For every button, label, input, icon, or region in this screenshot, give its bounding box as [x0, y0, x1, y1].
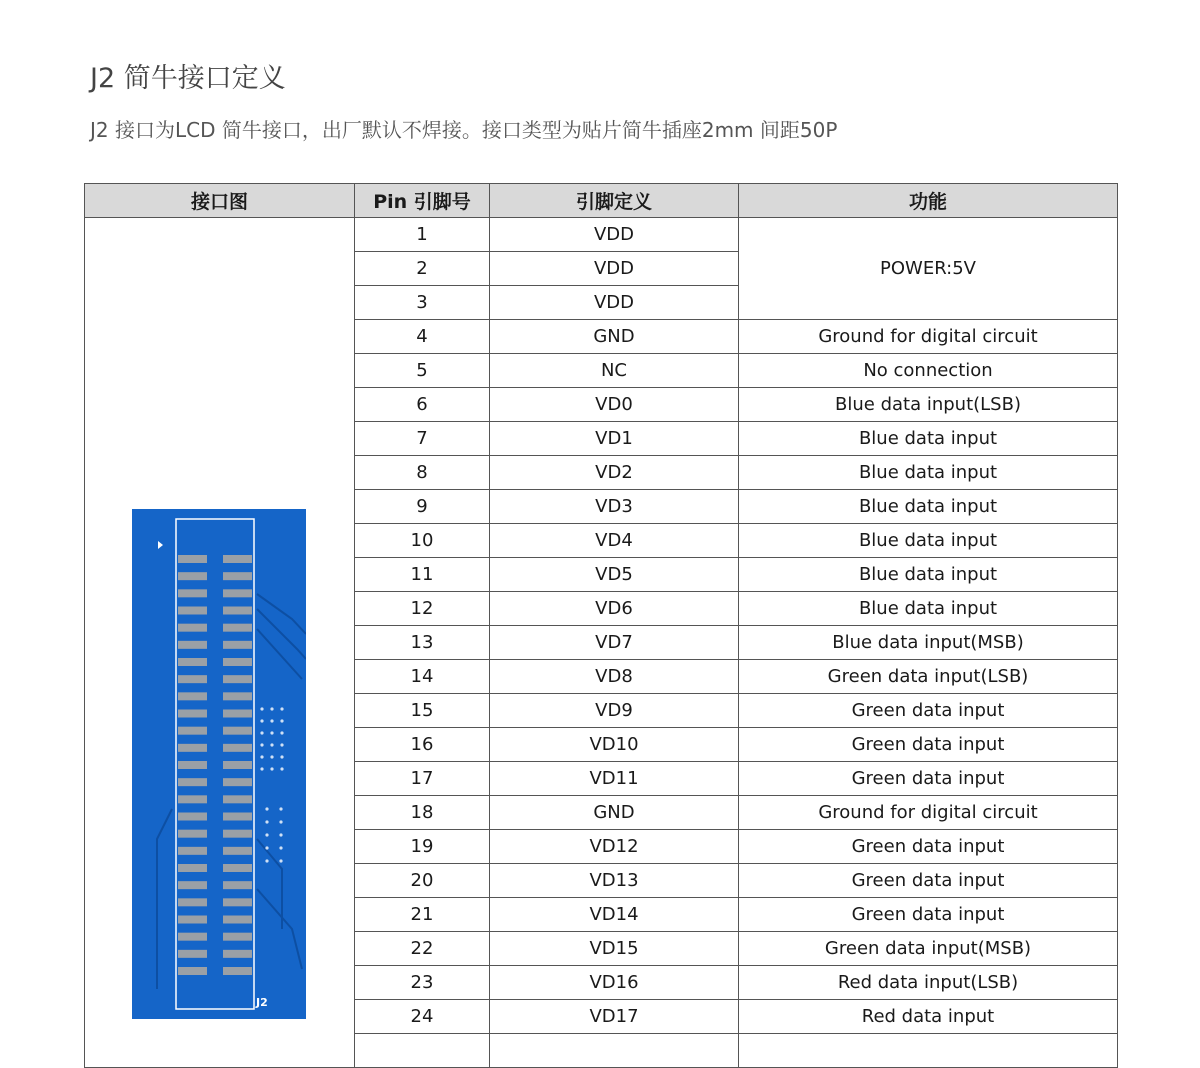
pcb-via — [265, 807, 268, 810]
pin-function-cell: Blue data input(MSB) — [739, 626, 1118, 660]
pin-function-cell: Blue data input — [739, 592, 1118, 626]
connector-pad — [178, 761, 207, 769]
pin-function-cell: Red data input(LSB) — [739, 966, 1118, 1000]
pin-definition-cell: GND — [490, 320, 739, 354]
connector-pad — [223, 555, 252, 563]
pin-number-cell: 6 — [355, 388, 490, 422]
pcb-via — [279, 833, 282, 836]
pcb-via — [280, 707, 283, 710]
connector-pad — [178, 675, 207, 683]
pcb-via — [270, 719, 273, 722]
connector-pad — [223, 641, 252, 649]
pin-number-cell: 10 — [355, 524, 490, 558]
pcb-via — [270, 755, 273, 758]
connector-pad — [223, 916, 252, 924]
pcb-via — [279, 859, 282, 862]
pcb-via — [265, 833, 268, 836]
pin-definition-cell: GND — [490, 796, 739, 830]
connector-pad — [178, 624, 207, 632]
connector-pad — [178, 744, 207, 752]
pin-function-cell: Green data input — [739, 694, 1118, 728]
connector-pad — [223, 950, 252, 958]
connector-pad — [223, 813, 252, 821]
pcb-via — [270, 743, 273, 746]
pcb-via — [260, 743, 263, 746]
connector-pad — [223, 744, 252, 752]
pcb-via — [265, 846, 268, 849]
pin-function-cell: Green data input — [739, 762, 1118, 796]
pin-number-cell: 5 — [355, 354, 490, 388]
pcb-via — [270, 731, 273, 734]
connector-pad — [223, 795, 252, 803]
connector-pad — [178, 950, 207, 958]
pin-number-cell: 19 — [355, 830, 490, 864]
pcb-via — [265, 859, 268, 862]
pin-function-cell: Blue data input(LSB) — [739, 388, 1118, 422]
pin-function-cell: Red data input — [739, 1000, 1118, 1034]
pin-function-cell: No connection — [739, 354, 1118, 388]
pin-number-cell: 24 — [355, 1000, 490, 1034]
pin-definition-table — [84, 183, 1118, 1068]
pin-function-cell: Green data input(MSB) — [739, 932, 1118, 966]
table-header-row — [85, 184, 1118, 218]
pcb-via — [270, 707, 273, 710]
pin-definition-cell: VD5 — [490, 558, 739, 592]
pin-number-cell: 16 — [355, 728, 490, 762]
pin-number-cell: 13 — [355, 626, 490, 660]
connector-pad — [223, 589, 252, 597]
pin-definition-cell: VD17 — [490, 1000, 739, 1034]
pin-definition-cell: VD10 — [490, 728, 739, 762]
pcb-via — [280, 767, 283, 770]
pcb-via — [260, 755, 263, 758]
pin-function-cell: Blue data input — [739, 490, 1118, 524]
connector-pad — [223, 607, 252, 615]
pin-definition-cell: VD14 — [490, 898, 739, 932]
pin-definition-cell: VD8 — [490, 660, 739, 694]
pin-definition-cell: VD4 — [490, 524, 739, 558]
pcb-via — [279, 807, 282, 810]
pin-number-cell: 4 — [355, 320, 490, 354]
connector-pad — [178, 795, 207, 803]
col-header-pin: Pin 引脚号 — [355, 184, 490, 218]
connector-pad — [178, 813, 207, 821]
connector-pad — [178, 727, 207, 735]
connector-pad — [223, 692, 252, 700]
connector-pad — [223, 572, 252, 580]
connector-pad — [223, 898, 252, 906]
connector-pad — [178, 847, 207, 855]
connector-pad — [178, 607, 207, 615]
pcb-via — [260, 719, 263, 722]
connector-diagram-cell — [85, 218, 355, 1068]
connector-pad — [178, 881, 207, 889]
pcb-via — [260, 731, 263, 734]
pcb-via — [279, 820, 282, 823]
pcb-via — [265, 820, 268, 823]
pin-definition-cell: VD13 — [490, 864, 739, 898]
pin-function-cell: Green data input — [739, 728, 1118, 762]
pcb-via — [260, 767, 263, 770]
pin-definition-cell: VD6 — [490, 592, 739, 626]
pcb-via — [260, 707, 263, 710]
page-title: J2 简牛接口定义 — [90, 63, 286, 94]
table-row — [85, 218, 1118, 252]
power-function-cell: POWER:5V — [739, 218, 1118, 320]
connector-pad — [223, 658, 252, 666]
connector-pad — [223, 830, 252, 838]
connector-pad — [223, 881, 252, 889]
connector-pad — [223, 624, 252, 632]
pin-number-cell: 14 — [355, 660, 490, 694]
pin-definition-cell: VD9 — [490, 694, 739, 728]
pin-definition-cell: VDD — [490, 286, 739, 320]
pin-definition-cell: VDD — [490, 218, 739, 252]
connector-pad — [178, 933, 207, 941]
pin-number-cell: 11 — [355, 558, 490, 592]
pin-function-cell: Green data input — [739, 898, 1118, 932]
connector-pad — [178, 778, 207, 786]
pin-function-cell: Blue data input — [739, 558, 1118, 592]
pin-number-cell: 21 — [355, 898, 490, 932]
pin-definition-cell: NC — [490, 354, 739, 388]
pin-definition-cell: VD11 — [490, 762, 739, 796]
connector-pad — [223, 778, 252, 786]
pin-number-cell: 1 — [355, 218, 490, 252]
pin-definition-cell: VD12 — [490, 830, 739, 864]
col-header-function: 功能 — [739, 184, 1118, 218]
pin-number-cell: 15 — [355, 694, 490, 728]
pin-definition-cell: VD1 — [490, 422, 739, 456]
pin-function-cell: Blue data input — [739, 456, 1118, 490]
pcb-via — [270, 767, 273, 770]
connector-pad — [178, 555, 207, 563]
connector-pad — [178, 864, 207, 872]
connector-pad — [178, 658, 207, 666]
connector-pad — [223, 864, 252, 872]
pcb-via — [279, 846, 282, 849]
col-header-definition: 引脚定义 — [490, 184, 739, 218]
pin-definition-cell: VD3 — [490, 490, 739, 524]
connector-pad — [178, 916, 207, 924]
connector-pad — [178, 589, 207, 597]
pin-definition-cell: VD7 — [490, 626, 739, 660]
pin-function-cell: Blue data input — [739, 524, 1118, 558]
pin-number-cell: 9 — [355, 490, 490, 524]
pcb-via — [280, 719, 283, 722]
pin-function-cell: Green data input — [739, 864, 1118, 898]
connector-pad — [223, 710, 252, 718]
page-subtitle: J2 接口为LCD 简牛接口，出厂默认不焊接。接口类型为贴片简牛插座2mm 间距50P — [90, 118, 838, 142]
connector-pad — [178, 898, 207, 906]
pin-number-cell: 2 — [355, 252, 490, 286]
col-header-diagram: 接口图 — [85, 184, 355, 218]
pin-definition-cell: VD16 — [490, 966, 739, 1000]
connector-pad — [223, 675, 252, 683]
connector-pad — [223, 967, 252, 975]
connector-pad — [178, 572, 207, 580]
pin-number-cell: 17 — [355, 762, 490, 796]
connector-pad — [178, 692, 207, 700]
pin-definition-cell: VD2 — [490, 456, 739, 490]
pin-function-cell: Blue data input — [739, 422, 1118, 456]
connector-pad — [223, 847, 252, 855]
connector-pad — [178, 967, 207, 975]
connector-pad — [178, 830, 207, 838]
connector-pad — [223, 933, 252, 941]
pcb-board — [132, 509, 306, 1019]
pin-definition-cell: VDD — [490, 252, 739, 286]
pin-number-cell: 3 — [355, 286, 490, 320]
pcb-via — [280, 743, 283, 746]
pin-number-cell: 20 — [355, 864, 490, 898]
connector-pad — [178, 710, 207, 718]
connector-pad — [223, 727, 252, 735]
pin-function-cell: Green data input(LSB) — [739, 660, 1118, 694]
pin-number-cell: 23 — [355, 966, 490, 1000]
pin-definition-cell: VD0 — [490, 388, 739, 422]
pcb-via — [280, 755, 283, 758]
pcb-via — [280, 731, 283, 734]
pin-number-cell: 7 — [355, 422, 490, 456]
connector-pad — [223, 761, 252, 769]
pin-function-cell: Ground for digital circuit — [739, 796, 1118, 830]
pin-number-cell: 8 — [355, 456, 490, 490]
pcb-connector-image — [132, 509, 306, 1019]
pin-number-cell: 22 — [355, 932, 490, 966]
pin-function-cell: Green data input — [739, 830, 1118, 864]
connector-pad — [178, 641, 207, 649]
pin-definition-cell: VD15 — [490, 932, 739, 966]
pin-number-cell: 18 — [355, 796, 490, 830]
connector-label: J2 — [256, 996, 268, 1009]
pin-function-cell: Ground for digital circuit — [739, 320, 1118, 354]
pin-number-cell: 12 — [355, 592, 490, 626]
